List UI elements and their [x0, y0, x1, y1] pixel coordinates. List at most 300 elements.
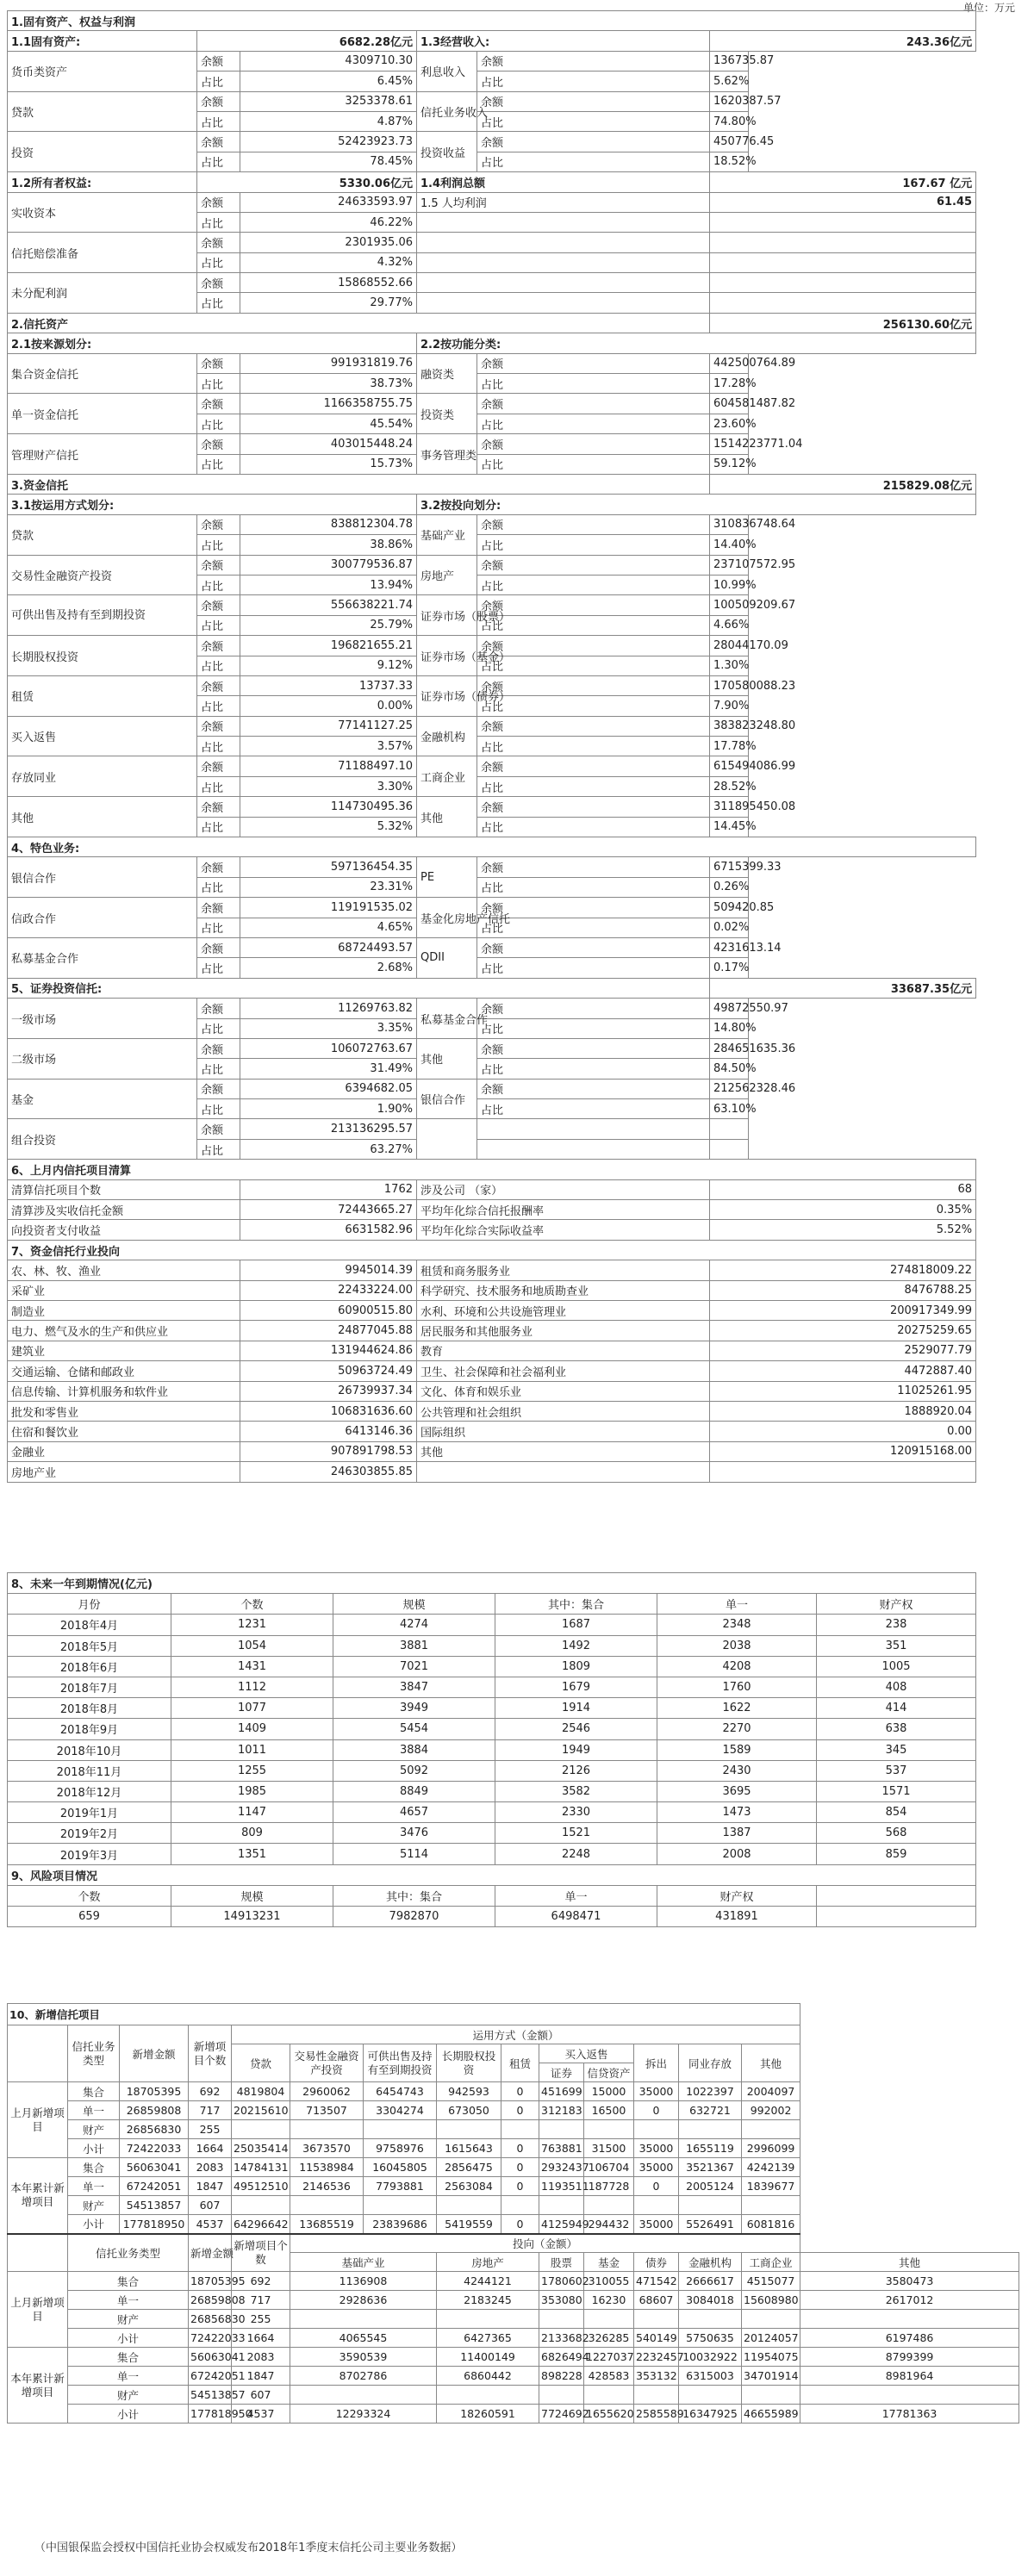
empty-cell	[417, 252, 710, 272]
industry-name: 其他	[417, 1441, 710, 1461]
pct-value: 1.30%	[710, 656, 749, 675]
data-cell: 3590539	[290, 2348, 437, 2367]
data-cell: 8981964	[800, 2367, 1019, 2386]
data-cell: 1255	[171, 1760, 333, 1781]
column-header: 月份	[8, 1594, 171, 1615]
pct-label: 占比	[197, 958, 240, 978]
data-cell: 345	[817, 1739, 976, 1760]
item-name: 基金	[8, 1079, 197, 1119]
data-cell: 1655620	[584, 2405, 634, 2424]
data-cell: 26859808	[120, 2101, 189, 2120]
table-row	[8, 2386, 1019, 2405]
table-row	[8, 756, 976, 776]
type-label: 集合	[68, 2272, 189, 2291]
pct-label: 占比	[477, 111, 710, 131]
industry-value: 131944624.86	[240, 1341, 417, 1360]
pct-label: 占比	[197, 817, 240, 837]
data-cell: 673050	[437, 2101, 501, 2120]
data-cell: 2348	[657, 1615, 817, 1635]
data-cell: 1914	[495, 1698, 657, 1719]
data-cell: 1112	[171, 1677, 333, 1697]
table-row	[8, 2177, 1019, 2196]
pct-label: 占比	[477, 1099, 710, 1119]
pct-label: 占比	[197, 293, 240, 313]
data-cell: 20124057	[742, 2329, 800, 2348]
data-cell: 15608980	[742, 2291, 800, 2310]
data-cell	[584, 2386, 634, 2405]
data-cell	[584, 2120, 634, 2139]
pct-label: 占比	[197, 918, 240, 937]
amount-label: 余额	[197, 91, 240, 111]
data-cell: 2018年11月	[8, 1760, 171, 1781]
item-name: 私募基金合作	[417, 999, 477, 1039]
industry-value: 106831636.60	[240, 1401, 417, 1421]
table-row	[8, 1179, 976, 1199]
data-cell: 67242051	[189, 2367, 232, 2386]
data-cell: 14784131	[232, 2158, 290, 2177]
data-cell: 255	[232, 2310, 290, 2329]
data-cell: 692	[189, 2082, 232, 2101]
amount-value: 383823248.80	[710, 716, 749, 736]
pct-value: 7.90%	[710, 696, 749, 716]
pct-value: 31.49%	[240, 1059, 417, 1079]
data-cell	[679, 2120, 742, 2139]
data-cell: 0	[501, 2139, 539, 2158]
section-header	[8, 837, 976, 857]
table-row	[8, 797, 976, 817]
section-title: 5、证券投资信托:	[8, 978, 710, 998]
data-cell: 809	[171, 1823, 333, 1844]
section-title: 10、新增信托项目	[8, 2004, 800, 2025]
section-value: 33687.35亿元	[710, 978, 976, 998]
amount-value: 100509209.67	[710, 595, 749, 615]
amount-value: 991931819.76	[240, 353, 417, 373]
pct-label: 占比	[477, 72, 710, 91]
type-label: 单一	[68, 2101, 120, 2120]
data-cell: 1847	[189, 2177, 232, 2196]
amount-label: 余额	[197, 716, 240, 736]
data-cell: 4065545	[290, 2329, 437, 2348]
data-cell	[539, 2386, 584, 2405]
section-header	[8, 2004, 1019, 2025]
data-cell: 13685519	[290, 2215, 364, 2234]
pct-value: 0.17%	[710, 958, 749, 978]
industry-name: 教育	[417, 1341, 710, 1360]
item-name: 投资类	[417, 394, 477, 434]
data-cell: 0	[501, 2158, 539, 2177]
column-header: 单一	[657, 1594, 817, 1615]
data-cell: 310055	[584, 2272, 634, 2291]
pct-label: 占比	[197, 72, 240, 91]
data-cell	[290, 2386, 437, 2405]
amount-value: 6715399.33	[710, 857, 749, 877]
pct-label: 占比	[477, 817, 710, 837]
industry-name: 国际组织	[417, 1422, 710, 1441]
pct-label: 占比	[197, 374, 240, 394]
pct-label: 占比	[197, 535, 240, 555]
data-cell: 35000	[634, 2215, 679, 2234]
data-cell: 1949	[495, 1739, 657, 1760]
data-cell: 16500	[584, 2101, 634, 2120]
data-cell: 106704	[584, 2158, 634, 2177]
type-label: 小计	[68, 2329, 189, 2348]
pct-label: 占比	[197, 454, 240, 474]
amount-value: 28044170.09	[710, 636, 749, 656]
item-name: 货币类资产	[8, 51, 197, 91]
item-name: PE	[417, 857, 477, 898]
data-cell: 7021	[333, 1656, 495, 1677]
amount-value: 71188497.10	[240, 756, 417, 776]
empty-cell	[8, 2234, 68, 2272]
item-name: 单一资金信托	[8, 394, 197, 434]
data-cell: 2928636	[290, 2291, 437, 2310]
clearing-label: 平均年化综合实际收益率	[417, 1220, 710, 1240]
data-cell: 713507	[290, 2101, 364, 2120]
data-cell: 431891	[657, 1907, 817, 1927]
data-cell: 4244121	[437, 2272, 539, 2291]
empty-cell	[417, 293, 710, 313]
amount-value: 11269763.82	[240, 999, 417, 1018]
table-row	[8, 1781, 976, 1801]
amount-label: 余额	[197, 999, 240, 1018]
data-cell: 2546	[495, 1719, 657, 1739]
amount-label: 余额	[477, 1038, 710, 1058]
pct-label: 占比	[197, 252, 240, 272]
data-cell: 2430	[657, 1760, 817, 1781]
item-name: 买入返售	[8, 716, 197, 756]
column-header: 运用方式（金额）	[232, 2025, 800, 2044]
new-trust-table	[7, 2003, 1019, 2424]
pct-value: 38.73%	[240, 374, 417, 394]
section-value: 215829.08亿元	[710, 474, 976, 494]
amount-value: 52423923.73	[240, 132, 417, 152]
empty-cell	[817, 1885, 976, 1906]
data-cell	[290, 2310, 437, 2329]
data-cell: 3847	[333, 1677, 495, 1697]
data-cell: 49512510	[232, 2177, 290, 2196]
data-cell: 0	[501, 2177, 539, 2196]
industry-value: 9945014.39	[240, 1260, 417, 1280]
data-cell: 353132	[634, 2367, 679, 2386]
pct-label: 占比	[477, 958, 710, 978]
item-name: 一级市场	[8, 999, 197, 1039]
table-row	[8, 1719, 976, 1739]
section-header	[8, 1240, 976, 1260]
type-label: 集合	[68, 2082, 120, 2101]
table-row	[8, 273, 976, 293]
empty-cell	[417, 1119, 477, 1160]
table-row	[8, 1823, 976, 1844]
pct-value: 18.52%	[710, 152, 749, 171]
pct-value: 4.66%	[710, 615, 749, 635]
subsection-label: 2.1按来源划分:	[8, 333, 417, 353]
group-label: 本年累计新增项目	[8, 2158, 68, 2234]
data-cell: 537	[817, 1760, 976, 1781]
item-name: 未分配利润	[8, 273, 197, 314]
data-cell: 18705395	[189, 2272, 232, 2291]
industry-value: 50963724.49	[240, 1361, 417, 1381]
industry-name: 房地产业	[8, 1462, 240, 1482]
table-row	[8, 898, 976, 918]
data-cell: 67242051	[120, 2177, 189, 2196]
data-cell: 1011	[171, 1739, 333, 1760]
data-cell	[742, 2386, 800, 2405]
data-cell: 942593	[437, 2082, 501, 2101]
item-name: 二级市场	[8, 1038, 197, 1079]
empty-cell	[710, 1139, 749, 1159]
data-cell: 3521367	[679, 2158, 742, 2177]
item-name: 其他	[8, 797, 197, 837]
data-cell: 4657	[333, 1802, 495, 1823]
data-cell: 1387	[657, 1823, 817, 1844]
pct-label: 占比	[477, 535, 710, 555]
industry-value: 60900515.80	[240, 1301, 417, 1321]
column-header: 单一	[495, 1885, 657, 1906]
table-row	[8, 2120, 1019, 2139]
section-title: 4、特色业务:	[8, 837, 976, 857]
data-cell: 717	[189, 2101, 232, 2120]
data-cell: 2018年12月	[8, 1781, 171, 1801]
item-name: 信政合作	[8, 898, 197, 938]
industry-value: 22433224.00	[240, 1280, 417, 1300]
data-cell: 7793881	[364, 2177, 437, 2196]
data-cell: 0	[501, 2101, 539, 2120]
data-cell: 312183	[539, 2101, 584, 2120]
table-row	[8, 2082, 1019, 2101]
data-cell: 187728	[584, 2177, 634, 2196]
data-cell	[437, 2120, 501, 2139]
header-row	[8, 2025, 1019, 2044]
group-label: 上月新增项目	[8, 2082, 68, 2158]
data-cell: 854	[817, 1802, 976, 1823]
data-cell: 2008	[657, 1844, 817, 1864]
column-header: 信贷资产	[584, 2063, 634, 2082]
table-row	[8, 51, 976, 71]
table-row	[8, 2329, 1019, 2348]
data-cell	[539, 2196, 584, 2215]
main-report-table	[7, 10, 975, 1483]
data-cell: 4537	[189, 2215, 232, 2234]
pct-value: 0.00%	[240, 696, 417, 716]
data-cell: 4274	[333, 1615, 495, 1635]
empty-cell	[477, 1119, 710, 1139]
amount-label: 余额	[477, 1079, 710, 1098]
data-cell	[539, 2120, 584, 2139]
data-cell: 4242139	[742, 2158, 800, 2177]
industry-value: 1888920.04	[710, 1401, 976, 1421]
table-row	[8, 2272, 1019, 2291]
item-name: QDII	[417, 937, 477, 978]
amount-value: 1166358755.75	[240, 394, 417, 414]
data-cell: 5114	[333, 1844, 495, 1864]
data-cell: 7982870	[333, 1907, 495, 1927]
pct-label: 占比	[197, 696, 240, 716]
column-header: 其中：集合	[495, 1594, 657, 1615]
industry-name	[417, 1462, 710, 1482]
table-row	[8, 1422, 976, 1441]
data-cell: 1409	[171, 1719, 333, 1739]
column-header: 可供出售及持有至到期投资	[364, 2044, 437, 2082]
industry-value: 20275259.65	[710, 1321, 976, 1341]
amount-value: 213136295.57	[240, 1119, 417, 1139]
type-label: 财产	[68, 2120, 120, 2139]
table-row	[8, 2405, 1019, 2424]
amount-label: 余额	[477, 434, 710, 454]
industry-name: 租赁和商务服务业	[417, 1260, 710, 1280]
data-cell: 6427365	[437, 2329, 539, 2348]
data-cell: 31500	[584, 2139, 634, 2158]
item-name: 金融机构	[417, 716, 477, 756]
amount-value: 77141127.25	[240, 716, 417, 736]
type-label: 集合	[68, 2348, 189, 2367]
amount-label: 余额	[197, 51, 240, 71]
data-cell: 54513857	[120, 2196, 189, 2215]
amount-label: 余额	[477, 636, 710, 656]
section-title: 3.资金信托	[8, 474, 710, 494]
amount-value: 212562328.46	[710, 1079, 749, 1098]
data-cell	[584, 2196, 634, 2215]
item-name: 基础产业	[417, 514, 477, 555]
industry-value: 6413146.36	[240, 1422, 417, 1441]
data-cell	[501, 2120, 539, 2139]
pct-label: 占比	[197, 1018, 240, 1038]
column-header: 投向（金额）	[290, 2234, 800, 2253]
item-name: 贷款	[8, 514, 197, 555]
data-cell: 632721	[679, 2101, 742, 2120]
empty-cell	[817, 1907, 976, 1927]
data-cell: 2270	[657, 1719, 817, 1739]
data-cell: 4208	[657, 1656, 817, 1677]
industry-value: 4472887.40	[710, 1361, 976, 1381]
subsection-value: 167.67 亿元	[710, 172, 976, 192]
amount-value: 68724493.57	[240, 937, 417, 957]
clearing-label: 平均年化综合信托报酬率	[417, 1200, 710, 1220]
data-cell: 1521	[495, 1823, 657, 1844]
data-cell: 2018年10月	[8, 1739, 171, 1760]
subsection-value: 6682.28亿元	[197, 31, 417, 51]
type-label: 小计	[68, 2405, 189, 2424]
empty-cell	[8, 2025, 68, 2082]
per-capita-label: 1.5 人均利润	[417, 192, 710, 212]
data-cell: 2563084	[437, 2177, 501, 2196]
column-header: 证券	[539, 2063, 584, 2082]
data-cell: 4819804	[232, 2082, 290, 2101]
data-cell: 2018年6月	[8, 1656, 171, 1677]
amount-label: 余额	[197, 636, 240, 656]
industry-value: 8476788.25	[710, 1280, 976, 1300]
amount-label: 余额	[477, 756, 710, 776]
industry-name: 公共管理和社会组织	[417, 1401, 710, 1421]
section-header	[8, 474, 976, 494]
data-cell: 11400149	[437, 2348, 539, 2367]
data-cell: 6197486	[800, 2329, 1019, 2348]
pct-label: 占比	[477, 1018, 710, 1038]
data-cell: 54513857	[189, 2386, 232, 2405]
pct-value: 6.45%	[240, 72, 417, 91]
industry-name: 文化、体育和娱乐业	[417, 1381, 710, 1401]
amount-label: 余额	[477, 999, 710, 1018]
data-cell	[290, 2196, 364, 2215]
table-row	[8, 2196, 1019, 2215]
industry-name: 电力、燃气及水的生产和供应业	[8, 1321, 240, 1341]
amount-value: 1514223771.04	[710, 434, 749, 454]
subsection-label: 1.2所有者权益:	[8, 172, 197, 192]
data-cell: 638	[817, 1719, 976, 1739]
item-name: 组合投资	[8, 1119, 197, 1160]
pct-value: 4.87%	[240, 111, 417, 131]
amount-label: 余额	[197, 353, 240, 373]
subsection-label: 1.4利润总额	[417, 172, 710, 192]
amount-value: 4309710.30	[240, 51, 417, 71]
data-cell: 4125949	[539, 2215, 584, 2234]
data-cell: 2232457	[634, 2348, 679, 2367]
item-name: 其他	[417, 1038, 477, 1079]
pct-value: 17.78%	[710, 737, 749, 756]
column-header: 信托业务类型	[68, 2234, 189, 2272]
table-row	[8, 1441, 976, 1461]
column-header: 租赁	[501, 2044, 539, 2082]
column-header: 债券	[634, 2253, 679, 2272]
pct-value: 3.57%	[240, 737, 417, 756]
section-title: 9、风险项目情况	[8, 1864, 976, 1885]
data-cell: 18705395	[120, 2082, 189, 2101]
data-cell: 26859808	[189, 2291, 232, 2310]
data-cell: 1589	[657, 1739, 817, 1760]
table-row	[8, 1698, 976, 1719]
data-cell: 3580473	[800, 2272, 1019, 2291]
pct-value: 10.99%	[710, 575, 749, 594]
empty-cell	[477, 1139, 710, 1159]
amount-value: 3253378.61	[240, 91, 417, 111]
subsection-header	[8, 333, 976, 353]
table-row	[8, 1280, 976, 1300]
amount-label: 余额	[477, 716, 710, 736]
data-cell: 177818950	[189, 2405, 232, 2424]
table-row	[8, 2348, 1019, 2367]
data-cell: 1077	[171, 1698, 333, 1719]
amount-label: 余额	[197, 1119, 240, 1139]
data-cell	[742, 2196, 800, 2215]
data-cell	[742, 2120, 800, 2139]
table-row	[8, 1260, 976, 1280]
data-cell: 2666617	[679, 2272, 742, 2291]
pct-label: 占比	[477, 454, 710, 474]
amount-value: 604581487.82	[710, 394, 749, 414]
item-name: 事务管理类	[417, 434, 477, 475]
table-row	[8, 716, 976, 736]
amount-label: 余额	[197, 273, 240, 293]
data-cell	[679, 2386, 742, 2405]
item-name: 贷款	[8, 91, 197, 132]
data-cell: 2018年8月	[8, 1698, 171, 1719]
data-cell	[437, 2196, 501, 2215]
data-cell: 2083	[232, 2348, 290, 2367]
amount-label: 余额	[477, 514, 710, 534]
pct-value: 3.35%	[240, 1018, 417, 1038]
pct-label: 占比	[197, 414, 240, 433]
table-row	[8, 1907, 976, 1927]
type-label: 财产	[68, 2386, 189, 2405]
table-row	[8, 636, 976, 656]
data-cell: 20215610	[232, 2101, 290, 2120]
column-header: 个数	[8, 1885, 171, 1906]
amount-value: 310836748.64	[710, 514, 749, 534]
group-label: 本年累计新增项目	[8, 2348, 68, 2424]
data-cell: 3884	[333, 1739, 495, 1760]
item-name: 信托赔偿准备	[8, 233, 197, 273]
subsection-header	[8, 495, 976, 514]
table-row	[8, 1656, 976, 1677]
